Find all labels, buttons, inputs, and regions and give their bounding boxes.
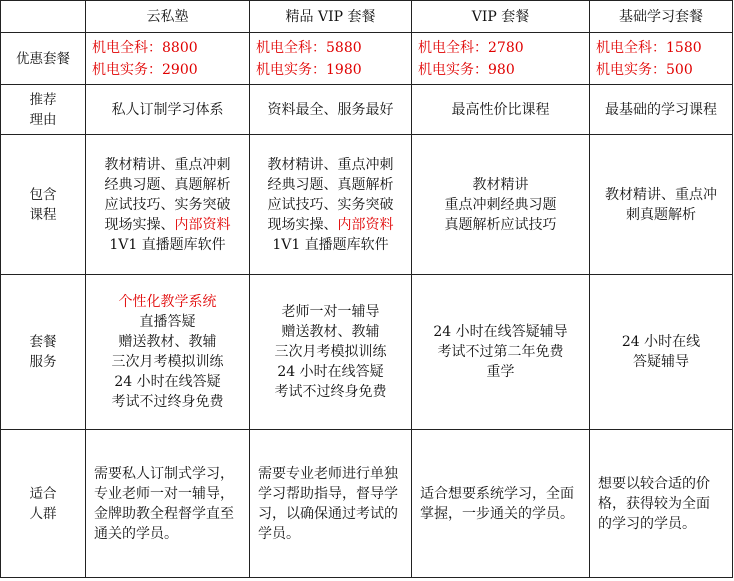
service-line: 考试不过终身免费 xyxy=(274,384,387,400)
audience-text: 想要以较合适的价格，获得较为全面的学习的学员。 xyxy=(598,475,710,532)
price-cell-jingpin-vip xyxy=(250,33,412,85)
internal-materials-highlight: 内部资料 xyxy=(337,216,394,233)
service-line: 三次月考模拟训练 xyxy=(111,354,224,370)
header-row xyxy=(1,1,733,33)
course-line: 教材精讲、重点冲刺 xyxy=(267,156,394,173)
audience-vip xyxy=(412,430,590,578)
courses-basic xyxy=(590,135,733,275)
service-line: 考试不过第二年免费 xyxy=(437,344,564,360)
column-header-yunsishu: 云私塾 xyxy=(86,1,250,33)
services-yunsishu xyxy=(86,275,250,430)
courses-row xyxy=(1,135,733,275)
service-line: 24 小时在线答疑辅导 xyxy=(433,324,568,340)
service-line: 赠送教材、教辅 xyxy=(118,334,217,350)
row-label-courses: 包含 课程 xyxy=(1,135,86,275)
service-line: 考试不过终身免费 xyxy=(111,394,224,410)
audience-jingpin-vip xyxy=(250,430,412,578)
reason-jingpin-vip: 资料最全、服务最好 xyxy=(250,85,412,135)
service-line: 老师一对一辅导 xyxy=(281,304,380,320)
audience-row xyxy=(1,430,733,578)
services-jingpin-vip xyxy=(250,275,412,430)
courses-yunsishu xyxy=(86,135,250,275)
course-line: 1V1 直播题库软件 xyxy=(272,236,389,253)
courses-vip xyxy=(412,135,590,275)
course-line: 1V1 直播题库软件 xyxy=(109,236,226,253)
price-practice: 机电实务：980 xyxy=(418,61,515,78)
reason-yunsishu: 私人订制学习体系 xyxy=(86,85,250,135)
course-line: 教材精讲、重点冲 xyxy=(605,186,717,203)
reason-row xyxy=(1,85,733,135)
service-line: 答疑辅导 xyxy=(633,354,689,370)
services-basic xyxy=(590,275,733,430)
service-line: 24 小时在线答疑 xyxy=(114,374,221,390)
course-line: 应试技巧、实务突破 xyxy=(104,196,231,213)
price-full: 机电全科：5880 xyxy=(256,39,362,56)
service-line: 24 小时在线 xyxy=(621,334,701,350)
price-cell-vip xyxy=(412,33,590,85)
price-cell-yunsishu xyxy=(86,33,250,85)
price-full: 机电全科：2780 xyxy=(418,39,524,56)
price-row xyxy=(1,33,733,85)
service-line: 24 小时在线答疑 xyxy=(277,364,384,380)
course-line: 教材精讲 xyxy=(472,176,529,193)
column-header-basic: 基础学习套餐 xyxy=(590,1,733,33)
course-line: 重点冲刺经典习题 xyxy=(444,196,557,213)
price-practice: 机电实务：1980 xyxy=(256,61,362,78)
course-line-mixed: 现场实操、内部资料 xyxy=(104,216,231,233)
reason-vip: 最高性价比课程 xyxy=(412,85,590,135)
course-line: 真题解析应试技巧 xyxy=(444,216,557,233)
service-line: 赠送教材、教辅 xyxy=(281,324,380,340)
price-full: 机电全科：1580 xyxy=(596,39,702,56)
course-line: 经典习题、真题解析 xyxy=(267,176,394,193)
service-line: 三次月考模拟训练 xyxy=(274,344,387,360)
audience-text: 需要专业老师进行单独学习帮助指导，督导学习，以确保通过考试的学员。 xyxy=(258,465,398,542)
service-line: 重学 xyxy=(486,364,515,380)
column-header-jingpin-vip: 精品 VIP 套餐 xyxy=(250,1,412,33)
corner-cell xyxy=(1,1,86,33)
courses-jingpin-vip xyxy=(250,135,412,275)
course-line: 经典习题、真题解析 xyxy=(104,176,231,193)
reason-basic: 最基础的学习课程 xyxy=(590,85,733,135)
price-practice: 机电实务：2900 xyxy=(92,61,198,78)
price-practice: 机电实务：500 xyxy=(596,61,693,78)
row-label-audience: 适合 人群 xyxy=(1,430,86,578)
service-line: 直播答疑 xyxy=(139,314,196,330)
price-cell-basic xyxy=(590,33,733,85)
audience-yunsishu xyxy=(86,430,250,578)
course-line: 应试技巧、实务突破 xyxy=(267,196,394,213)
services-row xyxy=(1,275,733,430)
course-line: 刺真题解析 xyxy=(626,206,696,223)
column-header-vip: VIP 套餐 xyxy=(412,1,590,33)
row-label-services: 套餐 服务 xyxy=(1,275,86,430)
personalized-system-highlight: 个性化教学系统 xyxy=(118,294,217,310)
row-label-discount: 优惠套餐 xyxy=(1,33,86,85)
price-full: 机电全科：8800 xyxy=(92,39,198,56)
course-line: 教材精讲、重点冲刺 xyxy=(104,156,231,173)
services-vip xyxy=(412,275,590,430)
audience-text: 适合想要系统学习，全面掌握，一步通关的学员。 xyxy=(420,485,574,522)
audience-basic xyxy=(590,430,733,578)
row-label-reason: 推荐 理由 xyxy=(1,85,86,135)
internal-materials-highlight: 内部资料 xyxy=(174,216,231,233)
course-line-mixed: 现场实操、内部资料 xyxy=(267,216,394,233)
audience-text: 需要私人订制式学习，专业老师一对一辅导，金牌助教全程督学直至通关的学员。 xyxy=(94,465,234,542)
